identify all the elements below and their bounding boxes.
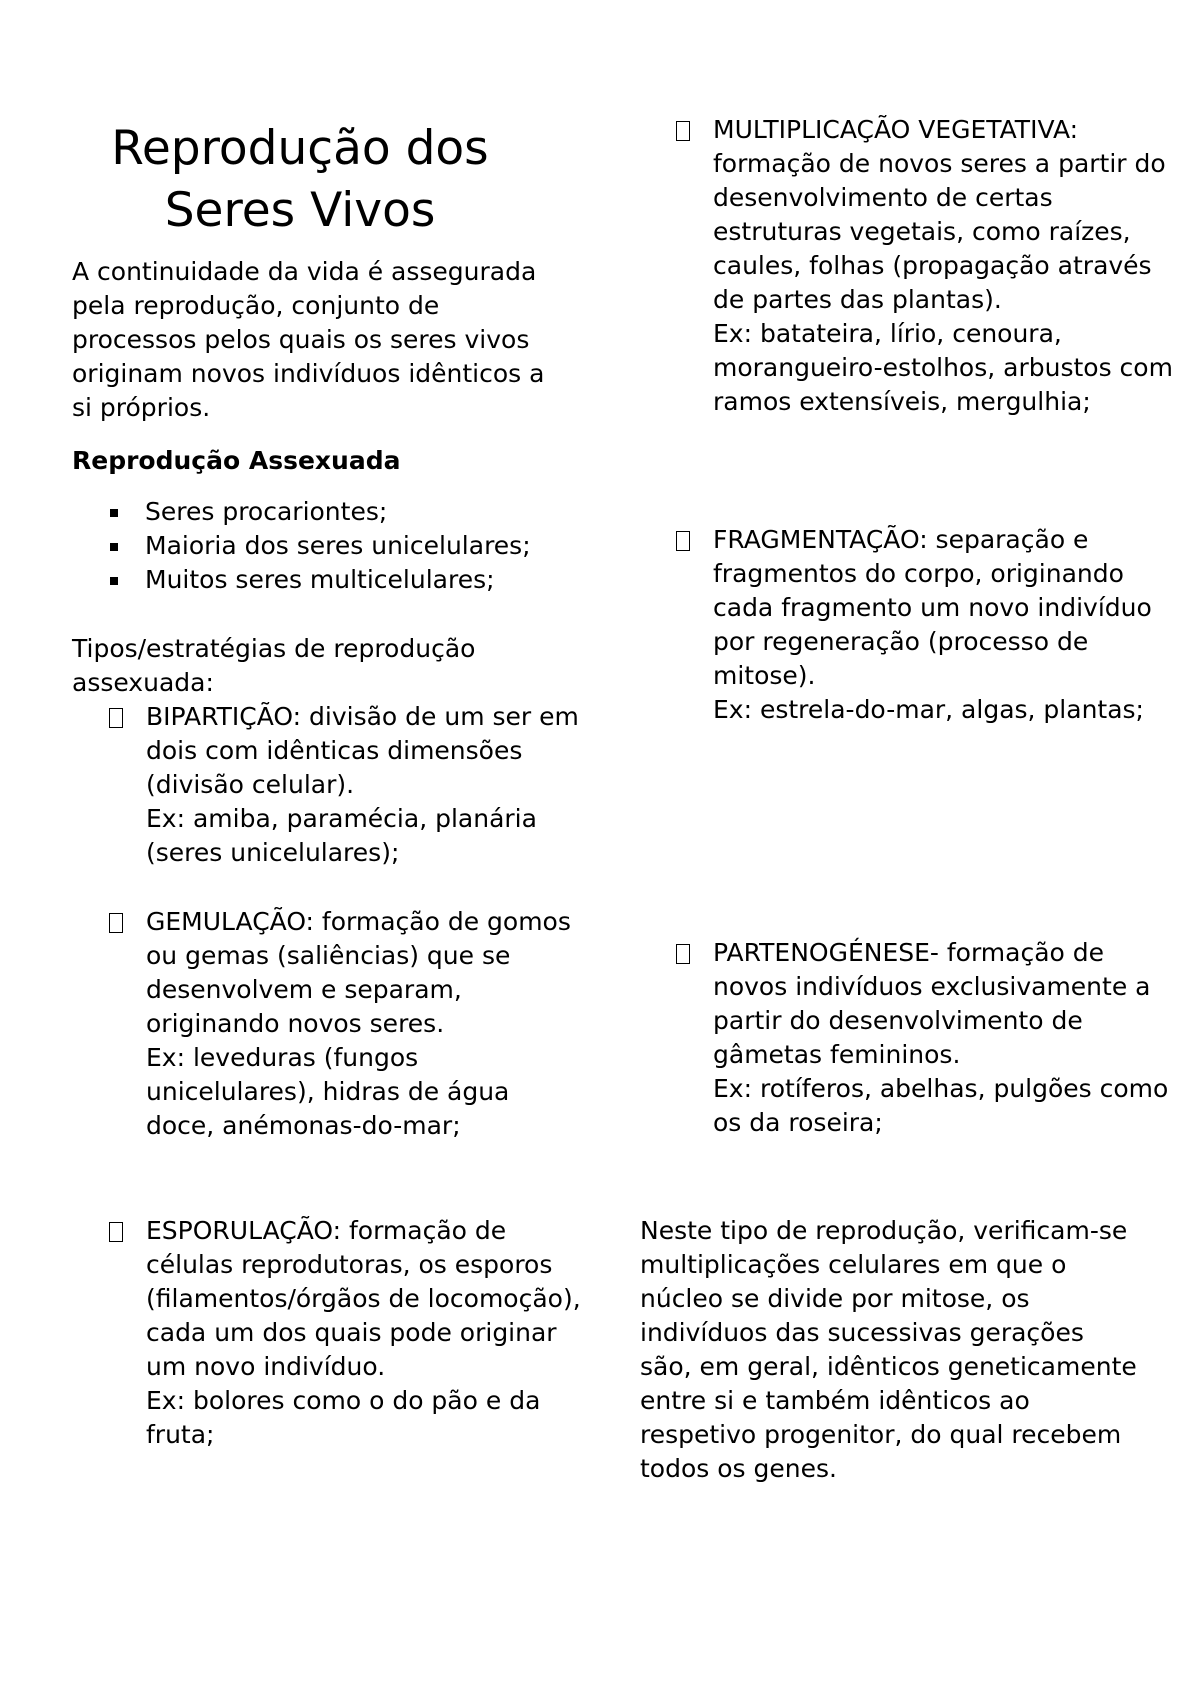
asexual-bullet-list xyxy=(72,495,592,597)
square-bullet-icon xyxy=(110,577,118,585)
list-item: BIPARTIÇÃO: divisão de um ser em dois com idênticas dimensões (divisão celular). Ex: amiba, paramécia, planária (seres unicelulares); xyxy=(109,700,599,870)
square-bullet-icon xyxy=(110,509,118,517)
missing-glyph-icon xyxy=(676,121,690,141)
square-bullet-icon xyxy=(110,543,118,551)
list-item: Muitos seres multicelulares; xyxy=(72,563,592,597)
list-item: FRAGMENTAÇÃO: separação e fragmentos do corpo, originando cada fragmento um novo indivíduo por regeneração (processo de mitose). Ex: estrela-do-mar, algas, plantas; xyxy=(676,523,1176,727)
asexual-heading: Reprodução Assexuada xyxy=(72,446,401,475)
missing-glyph-icon xyxy=(676,531,690,551)
list-item: Seres procariontes; xyxy=(72,495,592,529)
types-intro: Tipos/estratégias de reprodução assexuada: xyxy=(72,634,476,697)
page-title: Reprodução dos Seres Vivos xyxy=(111,121,489,238)
list-item: GEMULAÇÃO: formação de gomos ou gemas (saliências) que se desenvolvem e separam, originando novos seres. Ex: leveduras (fungos unicelulares), hidras de água doce, anémonas-do-mar; xyxy=(109,905,579,1143)
conclusion-paragraph: Neste tipo de reprodução, verificam-se multiplicações celulares em que o núcleo se divide por mitose, os indivíduos das sucessivas gerações são, em geral, idênticos geneticamente entre si e também idênticos ao respetivo progenitor, do qual recebem todos os genes. xyxy=(640,1216,1137,1483)
list-item: ESPORULAÇÃO: formação de células reprodutoras, os esporos (filamentos/órgãos de locomoção), cada um dos quais pode originar um novo indivíduo. Ex: bolores como o do pão e da fruta; xyxy=(109,1214,599,1452)
intro-paragraph: A continuidade da vida é assegurada pela reprodução, conjunto de processos pelos quais os seres vivos originam novos indivíduos idênticos a si próprios. xyxy=(72,257,545,422)
missing-glyph-icon xyxy=(109,1222,123,1242)
list-item: Maioria dos seres unicelulares; xyxy=(72,529,592,563)
missing-glyph-icon xyxy=(109,913,123,933)
list-item: PARTENOGÉNESE- formação de novos indivíduos exclusivamente a partir do desenvolvimento de gâmetas femininos. Ex: rotíferos, abelhas, pulgões como os da roseira; xyxy=(676,936,1176,1140)
list-item: MULTIPLICAÇÃO VEGETATIVA: formação de novos seres a partir do desenvolvimento de certas estruturas vegetais, como raízes, caules, folhas (propagação através de partes das plantas). Ex: batateira, lírio, cenoura, morangueiro-estolhos, arbustos com ramos extensíveis, mergulhia; xyxy=(676,113,1186,419)
missing-glyph-icon xyxy=(676,944,690,964)
missing-glyph-icon xyxy=(109,708,123,728)
